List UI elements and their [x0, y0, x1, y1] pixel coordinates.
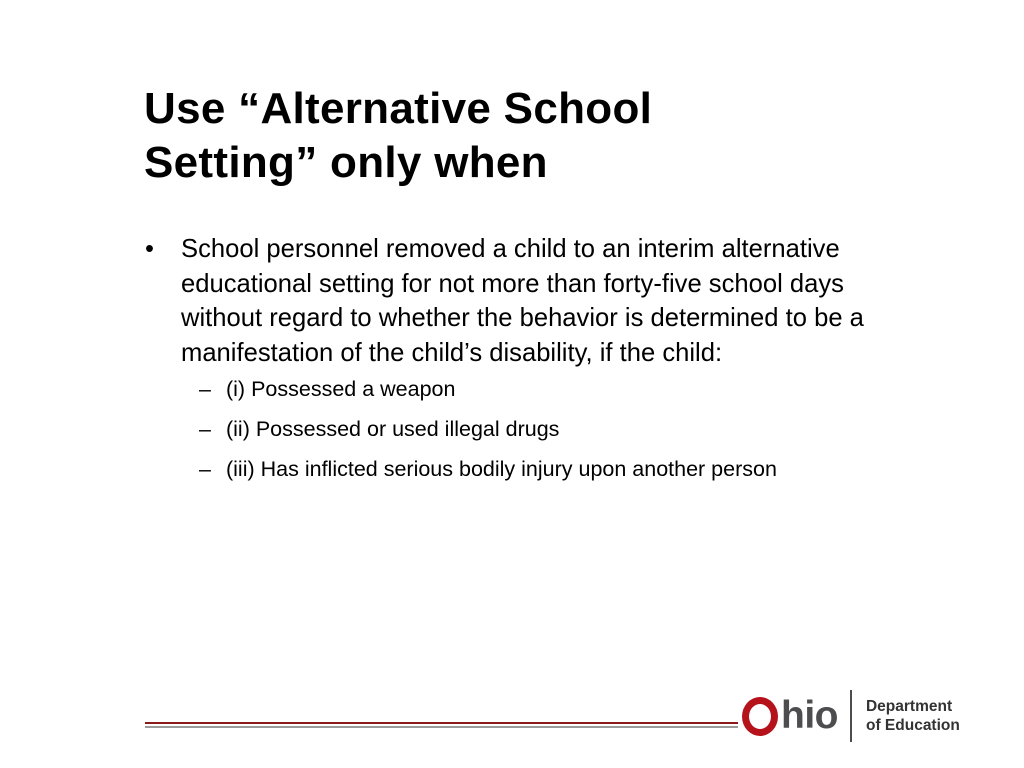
ohio-department-of-education-logo	[742, 689, 960, 743]
ohio-logo-letters: hio	[781, 694, 838, 737]
sub-item	[181, 414, 930, 445]
bullet-text: School personnel removed a child to an interim alternative educational setting for not more than forty-five school days without regard to whether the behavior is determined to be a manifestation of the child’s disability, if the child:	[181, 235, 864, 367]
sub-item	[181, 454, 930, 485]
department-name-line: Department	[865, 698, 953, 715]
dash-marker: –	[199, 377, 211, 401]
sub-item-text: (ii) Possessed or used illegal drugs	[226, 417, 560, 441]
bullet-marker: •	[145, 235, 154, 263]
footer-rule	[145, 722, 738, 728]
bullet-item	[140, 232, 930, 485]
title-line: Setting” only when	[144, 138, 548, 187]
title-line: Use “Alternative School	[144, 84, 653, 133]
logo-divider	[850, 690, 852, 742]
ohio-o-logo-mark	[742, 697, 778, 736]
department-name-line: of Education	[865, 717, 960, 734]
slide-title	[144, 82, 904, 190]
sub-item-text: (iii) Has inflicted serious bodily injury upon another person	[226, 457, 777, 481]
dash-marker: –	[199, 417, 211, 441]
sub-item	[181, 374, 930, 405]
sub-item-text: (i) Possessed a weapon	[226, 377, 456, 401]
dash-marker: –	[199, 457, 211, 481]
footer-rule-grey	[145, 726, 738, 728]
sub-list	[181, 374, 930, 485]
department-name	[866, 697, 960, 735]
slide-content	[140, 232, 930, 494]
